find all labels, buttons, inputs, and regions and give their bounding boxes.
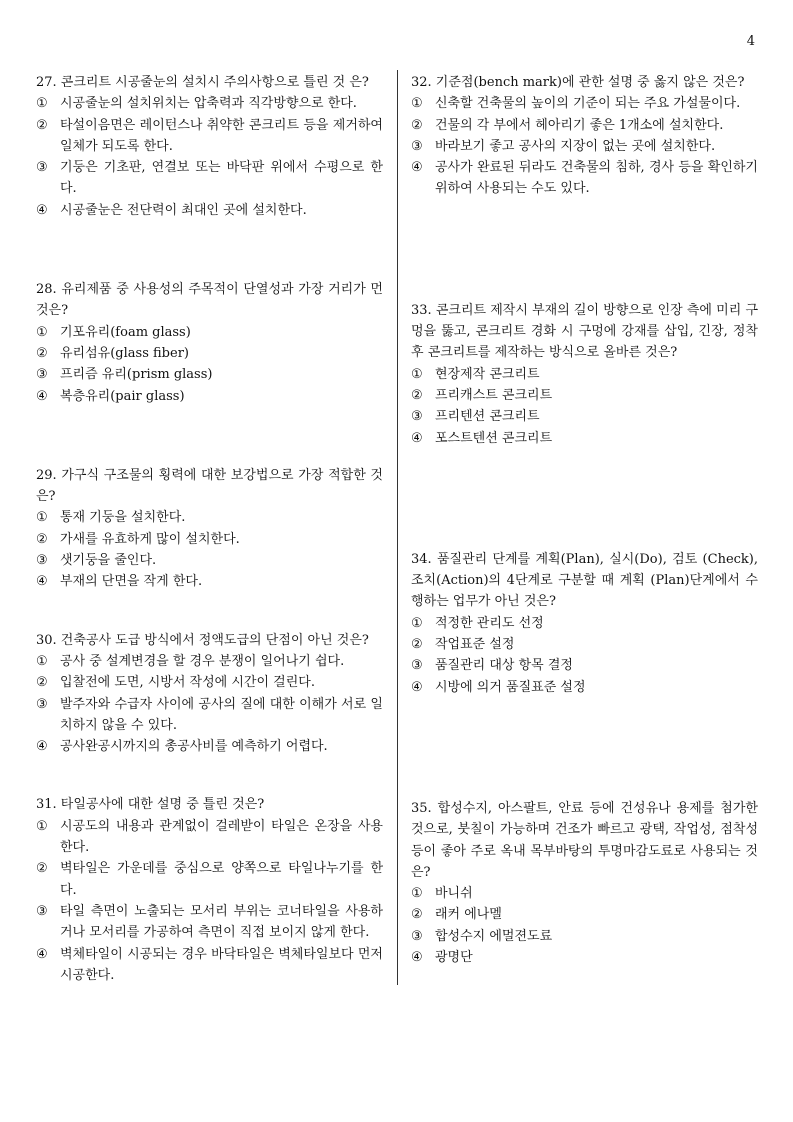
question-title: 34. 품질관리 단계를 계획(Plan), 실시(Do), 검토 (Check), 조치(Action)의 4단계로 구분할 때 계획 (Plan)단계에서 수행하는 업무가 아닌 것은? [411,551,758,610]
option-3 [36,694,383,737]
left-column [36,72,383,986]
question-28 [36,279,383,407]
option-1 [36,651,383,672]
option-marker: ④ [411,430,423,446]
question-title: 32. 기준점(bench mark)에 관한 설명 중 옳지 않은 것은? [411,75,745,90]
option-3 [411,655,758,676]
question-title: 30. 건축공사 도급 방식에서 정액도급의 단점이 아닌 것은? [36,632,369,648]
option-text: 시공줄눈은 전단력이 최대인 곳에 설치한다. [60,202,307,218]
option-text: 복층유리(pair glass) [60,388,185,404]
option-1 [411,883,758,904]
option-1 [36,93,383,114]
option-marker: ④ [411,679,423,695]
option-text: 입찰전에 도면, 시방서 작성에 시간이 걸린다. [60,675,315,691]
option-marker: ③ [36,367,48,383]
option-marker: ④ [36,574,48,590]
question-title: 31. 타일공사에 대한 설명 중 틀린 것은? [36,797,265,813]
option-marker: ② [36,117,48,133]
option-text: 유리섬유(glass fiber) [60,345,189,361]
option-4 [36,571,383,592]
option-4 [36,736,383,757]
option-text: 기포유리(foam glass) [60,324,191,340]
option-text: 벽체타일이 시공되는 경우 바닥타일은 벽체타일보다 먼저 시공한다. [60,946,383,983]
option-1 [36,322,383,343]
option-1 [411,613,758,634]
question-33 [411,300,758,449]
option-text: 적정한 관리도 선정 [435,615,544,631]
option-marker: ③ [36,160,48,176]
question-27 [36,72,383,221]
option-3 [36,901,383,944]
option-marker: ① [36,96,48,112]
option-1 [411,93,758,114]
option-marker: ① [411,96,423,112]
option-text: 공사완공시까지의 총공사비를 예측하기 어렵다. [60,739,328,755]
option-2 [411,634,758,655]
option-text: 합성수지 에멀젼도료 [435,928,553,944]
option-marker: ① [36,818,48,834]
option-4 [36,386,383,407]
right-column [411,72,758,968]
option-marker: ② [411,117,423,133]
question-title: 35. 합성수지, 아스팔트, 안료 등에 건성유나 용제를 첨가한 것으로, 붓칠이 가능하며 건조가 빠르고 광택, 작업성, 점착성 등이 좋아 주로 옥내 목부바탕의 투명마감도료로 사용되는 것은? [411,800,758,880]
option-2 [36,343,383,364]
column-divider [397,70,398,985]
option-text: 포스트텐션 콘크리트 [435,430,553,446]
option-marker: ④ [411,160,423,176]
question-title: 33. 콘크리트 제작시 부재의 길이 방향으로 인장 측에 미리 구멍을 뚫고, 콘크리트 경화 시 구멍에 강재를 삽입, 긴장, 정착 후 콘크리트를 제작하는 방식으로 올바른 것은? [411,302,758,361]
option-marker: ③ [411,138,423,154]
option-text: 바라보기 좋고 공사의 지장이 없는 곳에 설치한다. [435,138,716,154]
option-marker: ① [36,510,48,526]
option-2 [36,672,383,693]
option-text: 발주자와 수급자 사이에 공사의 질에 대한 이해가 서로 일치하지 않을 수 있다. [60,696,383,733]
option-marker: ① [411,886,423,902]
question-35 [411,798,758,968]
option-3 [411,136,758,157]
option-text: 프리즘 유리(prism glass) [60,367,213,383]
question-title: 29. 가구식 구조물의 횡력에 대한 보강법으로 가장 적합한 것은? [36,467,383,505]
option-marker: ② [36,345,48,361]
question-title: 28. 유리제품 중 사용성의 주목적이 단열성과 가장 거리가 먼 것은? [36,282,383,319]
option-text: 공사 중 설계변경을 할 경우 분쟁이 일어나기 쉽다. [60,653,345,669]
option-marker: ② [411,387,423,403]
option-marker: ③ [36,696,48,712]
option-text: 가새를 유효하게 많이 설치한다. [60,531,240,547]
option-text: 기둥은 기초판, 연결보 또는 바닥판 위에서 수평으로 한다. [60,160,383,197]
option-marker: ④ [36,202,48,218]
option-4 [36,944,383,987]
option-text: 프리캐스트 콘크리트 [435,387,553,403]
option-text: 공사가 완료된 뒤라도 건축물의 침하, 경사 등을 확인하기 위하여 사용되는 수도 있다. [435,160,758,197]
question-29 [36,465,383,593]
option-marker: ② [411,907,423,923]
option-text: 현장제작 콘크리트 [435,366,540,382]
option-text: 작업표준 설정 [435,637,515,653]
option-marker: ① [411,615,423,631]
option-text: 프리텐션 콘크리트 [435,409,540,425]
option-marker: ② [36,531,48,547]
option-text: 광명단 [435,950,473,966]
option-text: 품질관리 대상 항목 결정 [435,658,573,674]
question-title: 27. 콘크리트 시공줄눈의 설치시 주의사항으로 틀린 것 은? [36,75,369,90]
option-2 [36,115,383,158]
option-marker: ④ [36,739,48,755]
option-text: 타설이음면은 레이턴스나 취약한 콘크리트 등을 제거하여 일체가 되도록 한다. [60,117,383,154]
option-text: 샛기둥을 줄인다. [60,553,157,569]
question-31 [36,794,383,986]
option-3 [411,926,758,947]
option-marker: ③ [411,409,423,425]
option-2 [36,529,383,550]
option-marker: ④ [411,950,423,966]
option-text: 건물의 각 부에서 헤아리기 좋은 1개소에 설치한다. [435,117,724,133]
question-30 [36,630,383,758]
option-4 [411,428,758,449]
option-text: 시공도의 내용과 관계없이 걸레받이 타일은 온장을 사용한다. [60,818,383,856]
option-marker: ④ [36,388,48,404]
option-4 [36,200,383,221]
option-text: 부재의 단면을 작게 한다. [60,574,203,590]
option-marker: ① [411,366,423,382]
option-marker: ① [36,653,48,669]
option-marker: ② [36,861,48,877]
option-3 [36,157,383,200]
option-1 [36,816,383,859]
option-marker: ③ [36,553,48,569]
option-text: 시공줄눈의 설치위치는 압축력과 직각방향으로 한다. [60,96,357,112]
option-marker: ② [411,637,423,653]
option-text: 시방에 의거 품질표준 설정 [435,679,586,695]
option-4 [411,677,758,698]
page-number: 4 [746,34,755,49]
option-marker: ③ [411,658,423,674]
option-2 [411,904,758,925]
question-34 [411,549,758,698]
option-2 [36,858,383,901]
option-marker: ③ [36,903,48,919]
option-marker: ① [36,324,48,340]
option-marker: ② [36,675,48,691]
option-text: 통재 기둥을 설치한다. [60,510,186,526]
option-marker: ④ [36,946,48,962]
option-2 [411,115,758,136]
option-text: 래커 에나멜 [435,907,502,923]
option-3 [36,364,383,385]
option-3 [411,406,758,427]
option-text: 벽타일은 가운데를 중심으로 양쪽으로 타일나누기를 한다. [60,861,383,898]
option-text: 바니쉬 [435,886,473,902]
option-text: 타일 측면이 노출되는 모서리 부위는 코너타일을 사용하거나 모서리를 가공하여 측면이 직접 보이지 않게 한다. [60,903,383,941]
option-2 [411,385,758,406]
option-4 [411,157,758,200]
option-4 [411,947,758,968]
question-32 [411,72,758,200]
option-1 [36,507,383,528]
option-3 [36,550,383,571]
option-text: 신축할 건축물의 높이의 기준이 되는 주요 가설물이다. [435,96,741,112]
option-marker: ③ [411,928,423,944]
option-1 [411,364,758,385]
